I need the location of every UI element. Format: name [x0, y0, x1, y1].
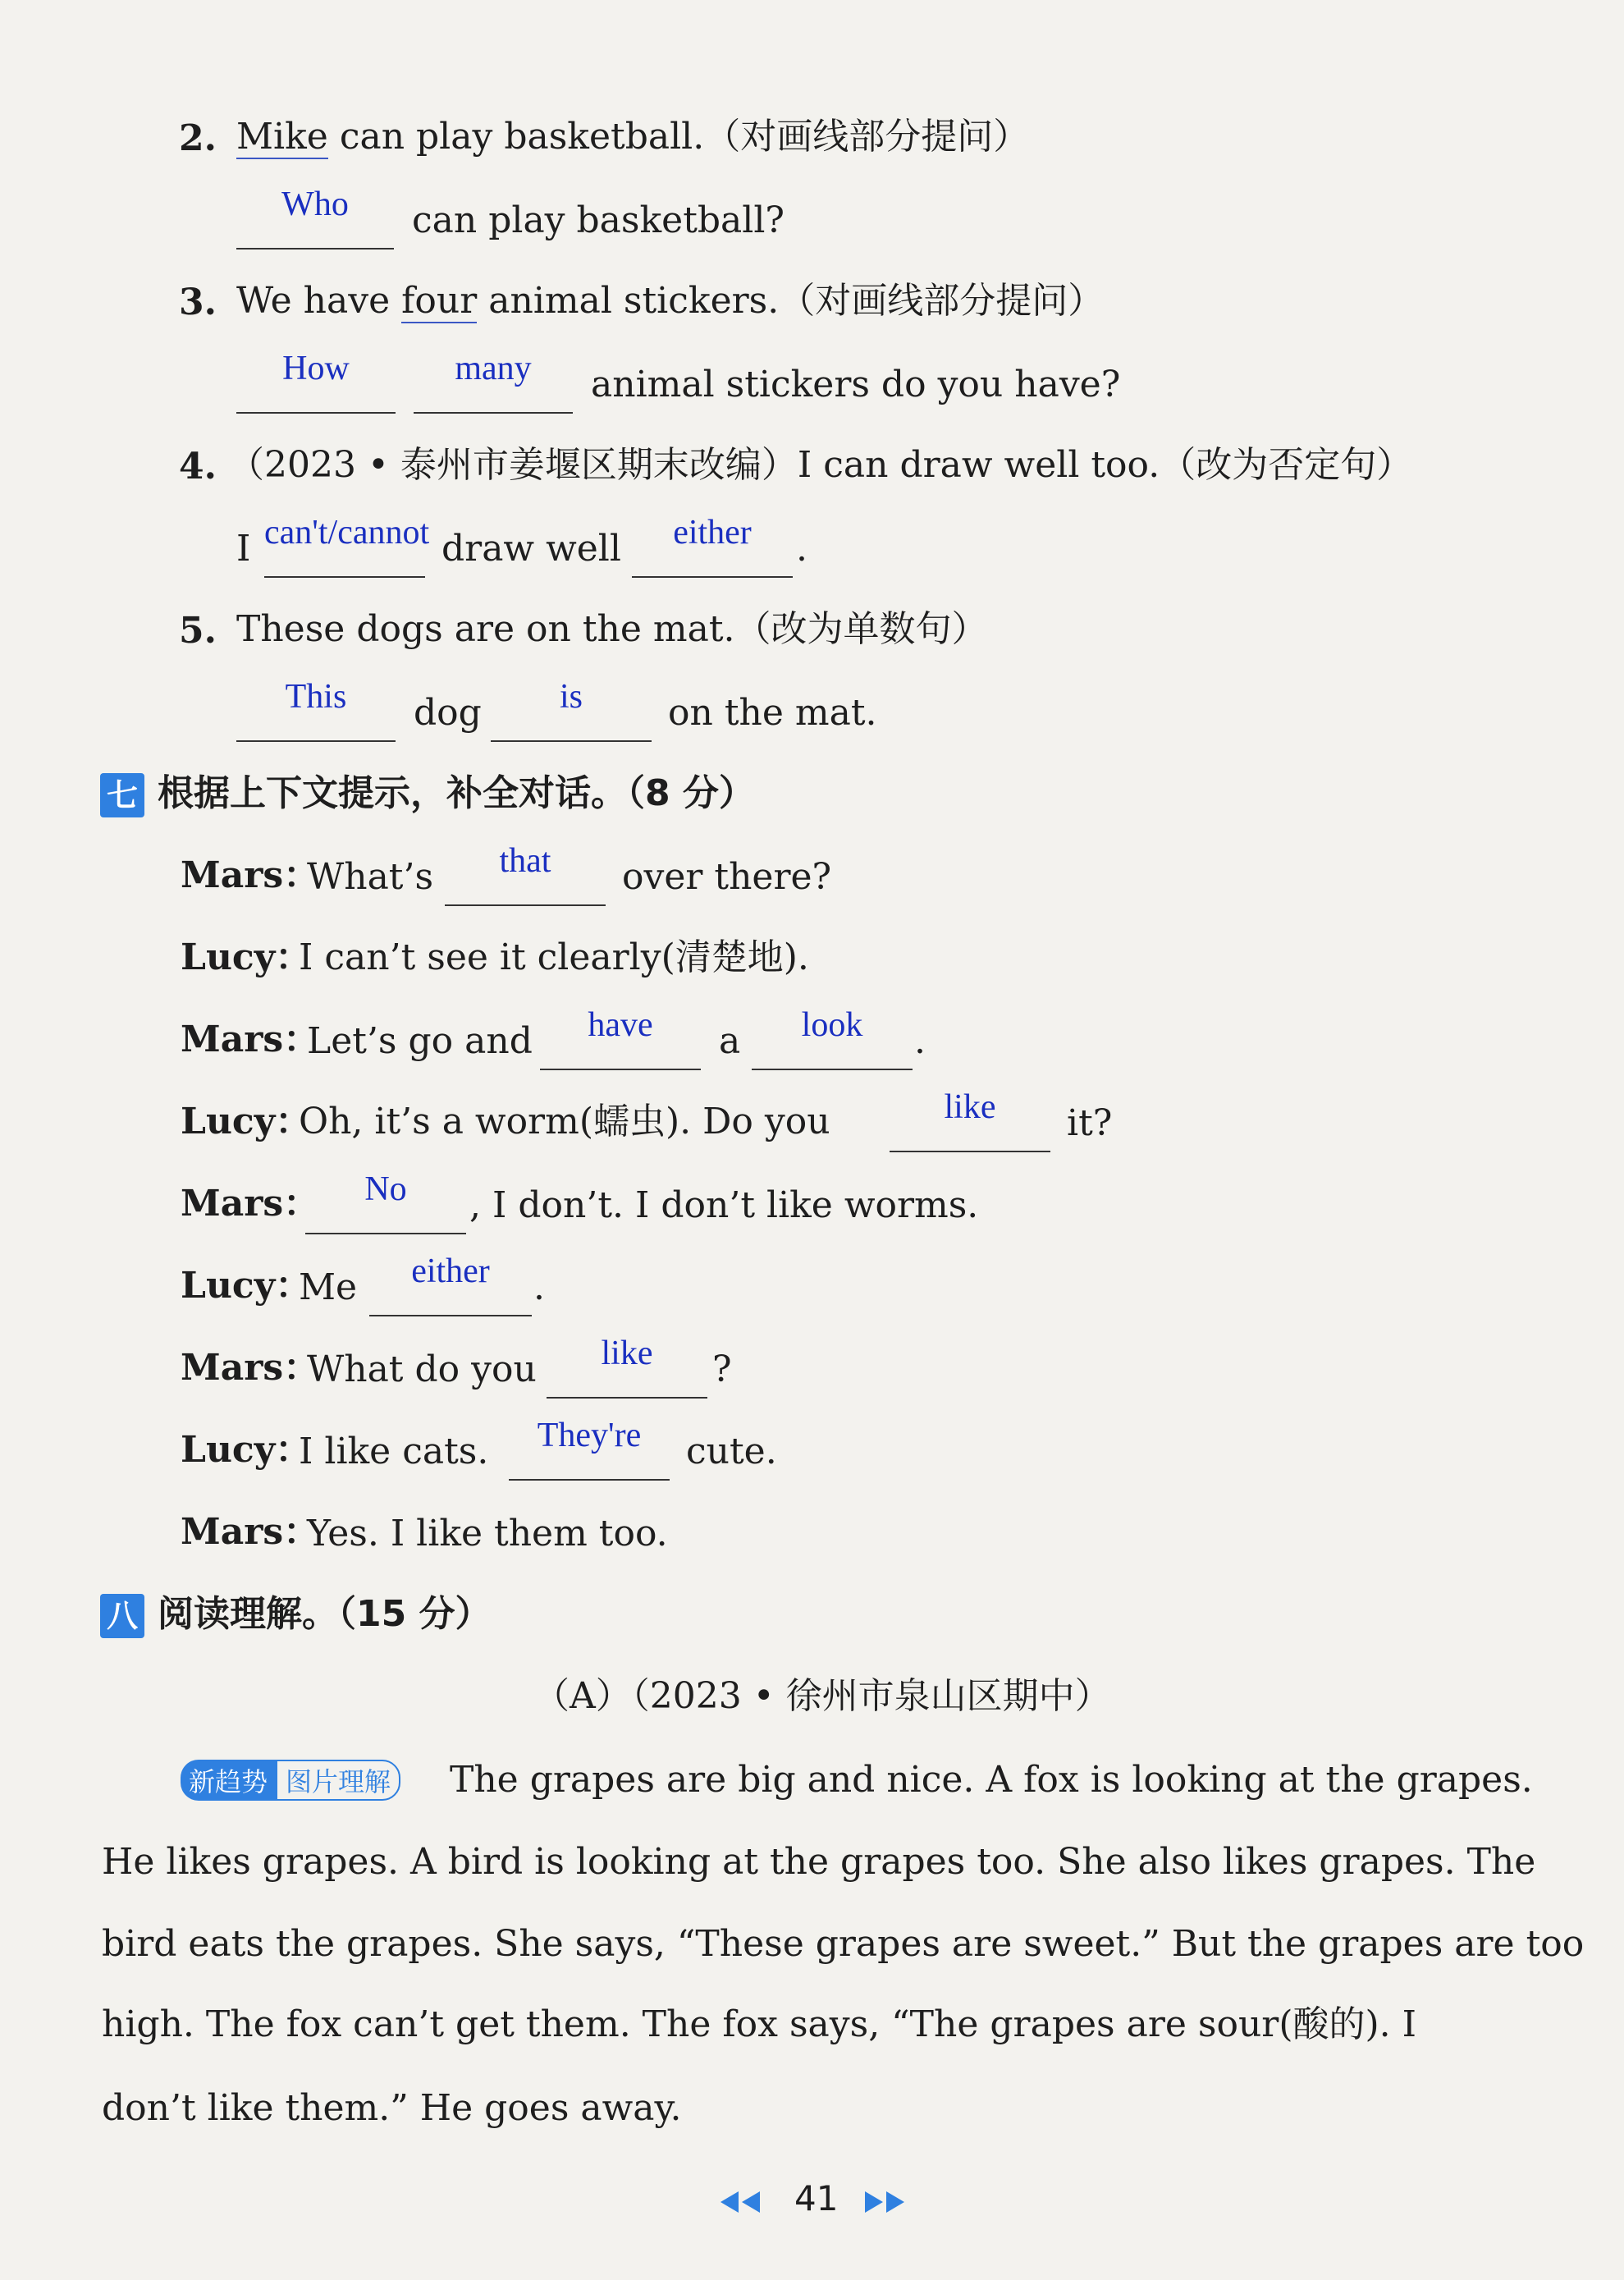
- next-arrow-icon: [886, 2191, 904, 2213]
- trend-tag: [181, 1760, 400, 1801]
- question-5: [0, 599, 1624, 665]
- page-footer: [0, 2175, 1624, 2232]
- section-title: 阅读理解。（15 分）: [158, 1593, 492, 1635]
- question-number: 3.: [179, 282, 217, 323]
- dialogue-line: [0, 1417, 1624, 1486]
- reading-text: bird eats the grapes. She says, “These grapes are sweet.” But the grapes are too: [102, 1923, 1585, 1965]
- speaker-label: Mars：: [181, 1019, 320, 1060]
- question-3: [0, 271, 1624, 337]
- answer-line-text: can play basketball?: [412, 199, 785, 241]
- dialogue-line: [0, 842, 1624, 911]
- reading-line: [0, 1994, 1624, 2060]
- answer-line-5: [0, 678, 1624, 747]
- dialogue-text: Oh, it’s a worm(蠕虫). Do you: [299, 1101, 830, 1142]
- question-number: 2.: [179, 117, 217, 159]
- answer-blank[interactable]: is: [491, 698, 652, 742]
- answer-blank[interactable]: either: [369, 1272, 532, 1316]
- page-number: 41: [794, 2178, 839, 2218]
- dialogue-line: [0, 1502, 1624, 1568]
- answer-blank[interactable]: No: [305, 1190, 466, 1234]
- dialogue-line: [0, 927, 1624, 993]
- answer-line-text: .: [796, 528, 807, 570]
- dialogue-text: Me: [299, 1266, 358, 1308]
- dialogue-line: [0, 1006, 1624, 1075]
- speaker-label: Mars：: [181, 854, 320, 896]
- section-title: 根据上下文提示，补全对话。（8 分）: [158, 772, 755, 814]
- speaker-label: Mars：: [181, 1183, 320, 1225]
- answer-blank[interactable]: This: [236, 698, 396, 742]
- section-7-header: [0, 763, 1624, 829]
- speaker-label: Mars：: [181, 1347, 320, 1389]
- question-text: （2023 • 泰州市姜堰区期末改编）I can draw well too.（改为否定句）: [228, 444, 1413, 486]
- dialogue-text: over there?: [622, 856, 832, 898]
- answer-line-text: dog: [414, 692, 482, 734]
- answer-blank[interactable]: many: [414, 369, 573, 414]
- dialogue-text: Yes. I like them too.: [307, 1513, 668, 1554]
- answer-line-text: on the mat.: [668, 692, 877, 734]
- answer-line-text: draw well: [441, 528, 621, 570]
- answer-line-4: [0, 514, 1624, 583]
- answer-blank[interactable]: like: [890, 1108, 1050, 1152]
- question-number: 5.: [179, 610, 217, 652]
- question-text: Mike can play basketball.（对画线部分提问）: [236, 116, 1030, 158]
- prev-arrow-icon: [721, 2191, 739, 2213]
- dialogue-line: [0, 1335, 1624, 1403]
- reading-text: The grapes are big and nice. A fox is looking at the grapes.: [450, 1759, 1533, 1801]
- reading-line: [0, 1748, 1624, 1814]
- tag-trend: 新趋势: [181, 1760, 276, 1801]
- dialogue-text: cute.: [686, 1431, 777, 1472]
- question-text: We have four animal stickers.（对画线部分提问）: [236, 280, 1105, 322]
- answer-blank[interactable]: Who: [236, 205, 394, 250]
- answer-line-2: [0, 185, 1624, 254]
- dialogue-text: ?: [712, 1348, 732, 1390]
- next-arrow-icon: [865, 2191, 883, 2213]
- dialogue-text: What do you: [307, 1348, 537, 1390]
- question-text: These dogs are on the mat.（改为单数句）: [236, 608, 988, 650]
- answer-line-text: I: [236, 528, 251, 570]
- answer-blank[interactable]: can't/cannot: [264, 533, 425, 578]
- prev-arrow-icon: [742, 2191, 760, 2213]
- section-badge: 七: [100, 773, 144, 817]
- underlined-word: four: [401, 280, 478, 322]
- answer-blank[interactable]: like: [547, 1354, 707, 1399]
- dialogue-line: [0, 1170, 1624, 1239]
- speaker-label: Lucy：: [181, 1265, 312, 1307]
- answer-blank[interactable]: How: [236, 369, 396, 414]
- dialogue-text: a: [719, 1020, 741, 1062]
- reading-line: [0, 1830, 1624, 1896]
- answer-blank[interactable]: that: [445, 862, 606, 906]
- question-number: 4.: [179, 446, 217, 488]
- dialogue-text: .: [914, 1020, 926, 1062]
- reading-subtitle-line: [0, 1666, 1624, 1732]
- dialogue-text: , I don’t. I don’t like worms.: [469, 1184, 979, 1226]
- underlined-word: Mike: [236, 116, 328, 158]
- speaker-label: Lucy：: [181, 936, 312, 978]
- answer-line-3: [0, 350, 1624, 419]
- reading-line: [0, 1912, 1624, 1978]
- question-2: [0, 107, 1624, 172]
- reading-text: He likes grapes. A bird is looking at the grapes too. She also likes grapes. The: [102, 1841, 1536, 1883]
- reading-text: don’t like them.” He goes away.: [102, 2087, 682, 2129]
- dialogue-text: What’s: [307, 856, 434, 898]
- answer-blank[interactable]: look: [752, 1026, 913, 1070]
- dialogue-text: I can’t see it clearly(清楚地).: [299, 936, 809, 978]
- section-badge: 八: [100, 1594, 144, 1638]
- question-4: [0, 435, 1624, 501]
- reading-line: [0, 2076, 1624, 2142]
- section-8-header: [0, 1584, 1624, 1650]
- dialogue-text: I like cats.: [299, 1431, 489, 1472]
- speaker-label: Lucy：: [181, 1429, 312, 1471]
- dialogue-line: [0, 1088, 1624, 1157]
- dialogue-text: Let’s go and: [307, 1020, 533, 1062]
- tag-picture: 图片理解: [276, 1760, 400, 1801]
- reading-text: high. The fox can’t get them. The fox says, “The grapes are sour(酸的). I: [102, 2003, 1417, 2045]
- answer-blank[interactable]: They're: [509, 1436, 670, 1481]
- dialogue-line: [0, 1252, 1624, 1321]
- reading-subtitle: （A）（2023 • 徐州市泉山区期中）: [533, 1675, 1111, 1717]
- dialogue-text: it?: [1067, 1102, 1113, 1144]
- speaker-label: Mars：: [181, 1511, 320, 1553]
- dialogue-text: .: [533, 1266, 545, 1308]
- answer-blank[interactable]: have: [540, 1026, 701, 1070]
- answer-line-text: animal stickers do you have?: [591, 364, 1121, 405]
- speaker-label: Lucy：: [181, 1101, 312, 1142]
- answer-blank[interactable]: either: [632, 533, 793, 578]
